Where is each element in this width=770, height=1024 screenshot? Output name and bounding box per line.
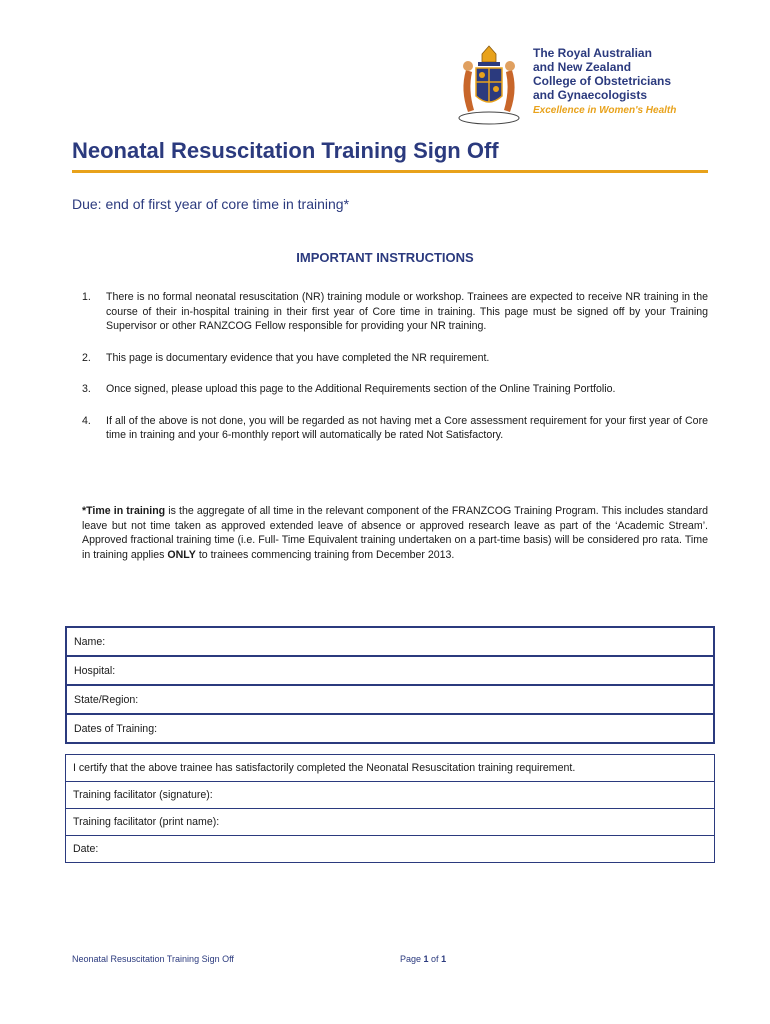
dates-of-training-field[interactable]: Dates of Training: bbox=[66, 714, 714, 743]
table-row bbox=[66, 656, 714, 685]
page-title: Neonatal Resuscitation Training Sign Off bbox=[72, 138, 499, 163]
time-in-training-note bbox=[82, 504, 708, 562]
title-divider bbox=[72, 170, 708, 173]
instruction-item bbox=[82, 290, 708, 334]
instruction-number: 4. bbox=[82, 414, 91, 427]
certification-table bbox=[65, 754, 715, 863]
note-bold-only: ONLY bbox=[167, 548, 196, 561]
college-name-line-1: The Royal Australian bbox=[533, 46, 652, 60]
facilitator-signature-field[interactable]: Training facilitator (signature): bbox=[66, 782, 715, 809]
footer-document-title: Neonatal Resuscitation Training Sign Off bbox=[72, 954, 234, 964]
note-bold-lead: *Time in training bbox=[82, 505, 166, 517]
trainee-details-table bbox=[65, 626, 715, 744]
instruction-number: 1. bbox=[82, 291, 91, 303]
note-text-part-1: is the aggregate of all time in the relevant component of the FRANZCOG Training Program. This includes standard leave but not time taken as approved extended leave of absence or approved research leave as part of the ‘Academic Stream’. Approved fractional training time (i.e. Full- Time Equivalent training undertaken on a part-time basis) will be considered pro rata. Time in training applies bbox=[82, 505, 708, 561]
college-tagline: Excellence in Women's Health bbox=[533, 105, 677, 116]
instruction-item bbox=[82, 382, 708, 397]
note-text-part-2: to trainees commencing training from December 2013. bbox=[195, 548, 455, 561]
facilitator-print-name-field[interactable]: Training facilitator (print name): bbox=[66, 809, 715, 836]
hospital-field[interactable]: Hospital: bbox=[66, 656, 714, 685]
college-name-line-2: and New Zealand bbox=[533, 60, 632, 74]
table-row bbox=[66, 685, 714, 714]
instruction-text: There is no formal neonatal resuscitation (NR) training module or workshop. Trainees are expected to receive NR training in the course of their in-hospital training in their first year of Core time in training. This page must be signed off by your Training Supervisor or other RANZCOG Fellow responsible for providing your NR training. bbox=[106, 291, 708, 332]
page-prefix: Page bbox=[400, 954, 424, 964]
footer-page-number bbox=[400, 954, 446, 964]
instructions-list bbox=[82, 290, 708, 460]
due-date-note: Due: end of first year of core time in training* bbox=[72, 196, 350, 212]
college-name bbox=[533, 46, 743, 102]
state-region-field[interactable]: State/Region: bbox=[66, 685, 714, 714]
table-row bbox=[66, 809, 715, 836]
table-row bbox=[66, 755, 715, 782]
college-name-line-3: College of Obstetricians bbox=[533, 74, 672, 88]
table-row bbox=[66, 782, 715, 809]
instruction-item bbox=[82, 351, 708, 366]
table-row bbox=[66, 714, 714, 743]
instructions-heading: IMPORTANT INSTRUCTIONS bbox=[296, 250, 474, 265]
instruction-text: If all of the above is not done, you will be regarded as not having met a Core assessment requirement for your first year of Core time in training and your 6-monthly report will automatically be rated Not Satisfactory. bbox=[106, 414, 708, 441]
college-name-line-4: and Gynaecologists bbox=[533, 88, 648, 102]
instruction-text: This page is documentary evidence that you have completed the NR requirement. bbox=[106, 351, 490, 364]
college-header bbox=[452, 40, 752, 126]
certification-statement: I certify that the above trainee has satisfactorily completed the Neonatal Resuscitation training requirement. bbox=[66, 755, 715, 782]
page-of: of bbox=[428, 954, 442, 964]
college-crest-icon bbox=[452, 40, 526, 126]
instruction-text: Once signed, please upload this page to the Additional Requirements section of the Online Training Portfolio. bbox=[106, 383, 616, 395]
date-field[interactable]: Date: bbox=[66, 836, 715, 863]
instruction-number: 3. bbox=[82, 383, 91, 395]
page-current: 1 bbox=[423, 954, 429, 964]
table-row bbox=[66, 836, 715, 863]
instruction-item bbox=[82, 414, 708, 443]
name-field[interactable]: Name: bbox=[66, 627, 714, 656]
instruction-number: 2. bbox=[82, 351, 91, 364]
table-row bbox=[66, 627, 714, 656]
page-total: 1 bbox=[441, 954, 447, 964]
